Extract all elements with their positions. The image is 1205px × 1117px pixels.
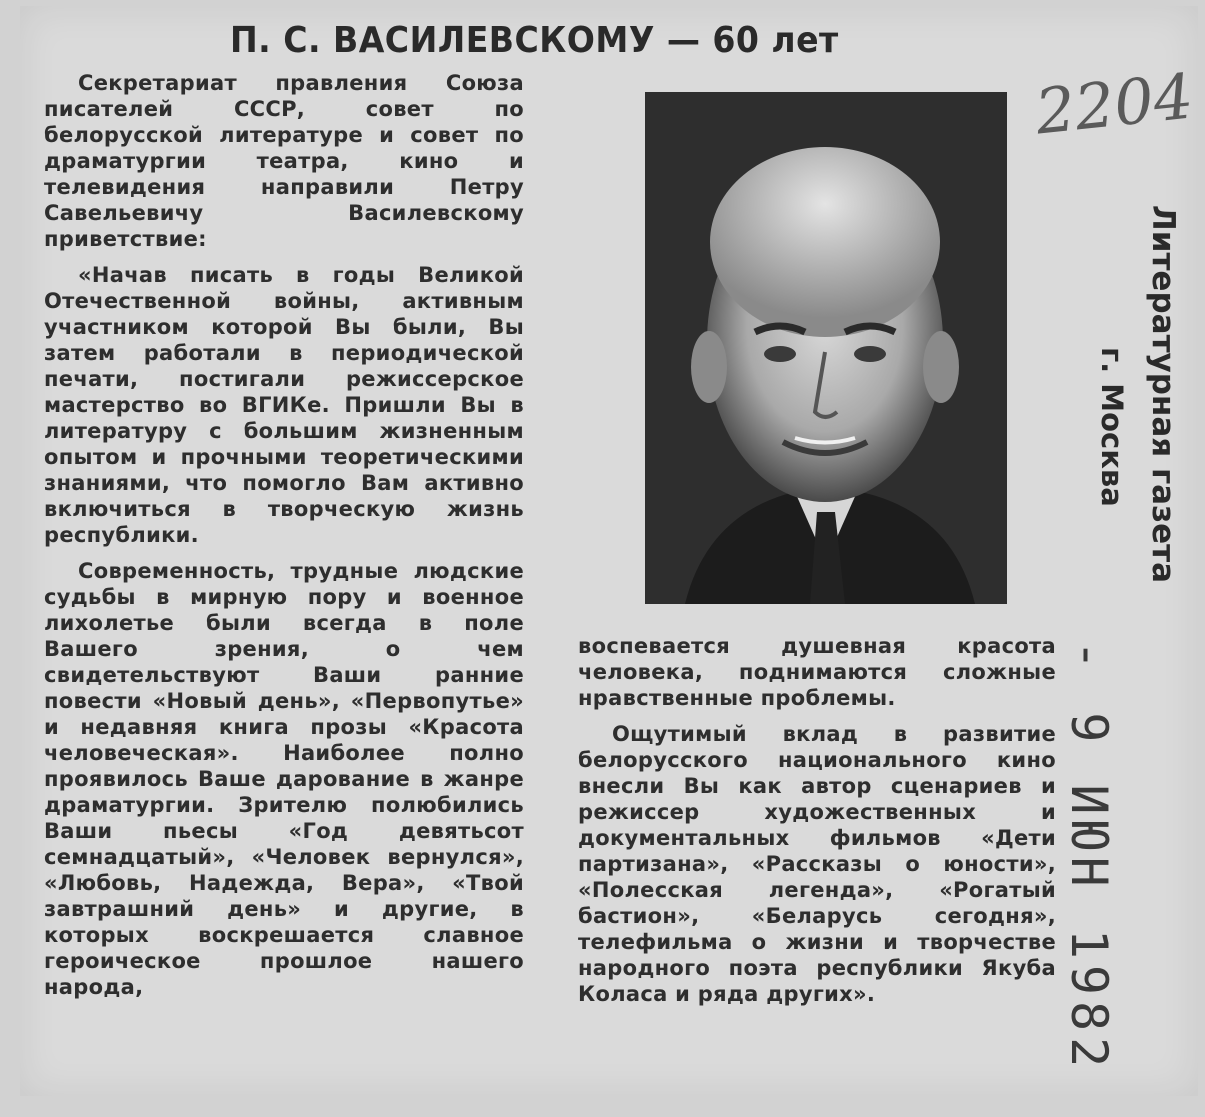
newspaper-city: г. Москва <box>1095 347 1129 507</box>
portrait-image <box>645 92 1007 604</box>
article-paragraph: Современность, трудные людские судьбы в мирную пору и военное лихолетье были всегда в поле Вашего зрения, о чем свидетельствуют Ваши ранние повести «Новый день», «Первопутье» и недавняя книга прозы «Красота человеческая». Наиболее полно проявилось Ваше дарование в жанре драматургии. Зрителю полюбились Ваши пьесы «Год девятьсот семнадцатый», «Человек вернулся», «Любовь, Надежда, Вера», «Твой завтрашний день» и другие, в которых воскрешается славное героическое прошлое нашего народа, <box>44 559 524 999</box>
newspaper-source <box>1085 205 1205 675</box>
article-paragraph: воспевается душевная красота человека, поднимаются сложные нравственные проблемы. <box>578 634 1056 710</box>
article-headline: П. С. ВАСИЛЕВСКОМУ — 60 лет <box>230 20 839 61</box>
date-stamp: - 9 ИЮН 1982 <box>1060 640 1118 1074</box>
newspaper-name: Литературная газета <box>1145 205 1181 584</box>
article-paragraph: Ощутимый вклад в развитие белорусского национального кино внесли Вы как автор сценариев и режиссер художественных и документальных фильмов «Дети партизана», «Рассказы о юности», «Полесская легенда», «Рогатый бастион», «Беларусь сегодня», телефильма о жизни и творчестве народного поэта республики Якуба Коласа и ряда других». <box>578 722 1056 1006</box>
article-paragraph: Секретариат правления Союза писателей СССР, совет по белорусской литературе и совет по драматургии театра, кино и телевидения направили Петру Савельевичу Василевскому приветствие: <box>44 71 524 251</box>
portrait-photo <box>645 92 1007 604</box>
article-paragraph: «Начав писать в годы Великой Отечественной войны, активным участником которой Вы были, Вы затем работали в периодической печати, постигали режиссерское мастерство во ВГИКе. Пришли Вы в литературу с большим жизненным опытом и прочными теоретическими знаниями, что помогло Вам активно включиться в творческую жизнь республики. <box>44 263 524 547</box>
article-column-right <box>578 633 1056 1017</box>
handwritten-number: 2204 <box>1032 59 1197 149</box>
handwritten-note <box>1032 59 1202 206</box>
article-column-left <box>44 70 524 1010</box>
